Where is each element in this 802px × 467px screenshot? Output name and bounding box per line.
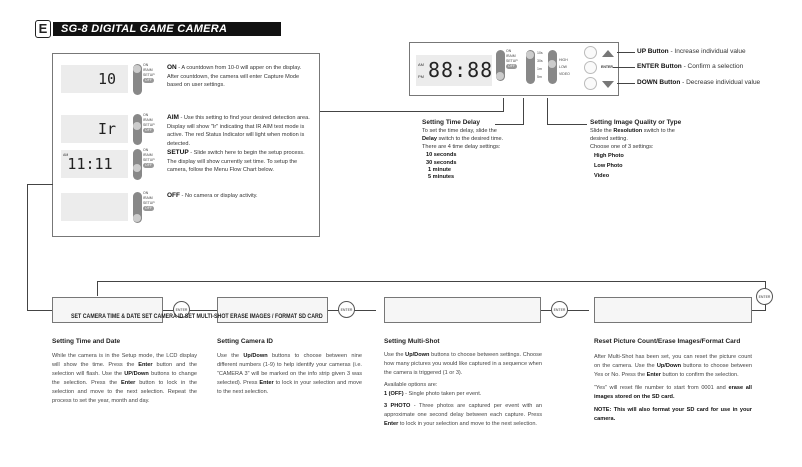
label-on: ON: [506, 49, 512, 53]
label-setup: SETUP: [143, 73, 155, 77]
enter-small-label: ENTER: [601, 65, 613, 69]
section-body: [52, 352, 197, 406]
mode-text: - Slide switch here to begin the setup process. The display will show currently set time. To setup the camera, follow the Menu Flow Chart below.: [167, 150, 305, 173]
text-bold: Enter: [121, 380, 136, 386]
mode-title: SETUP: [167, 149, 189, 156]
text-bold: Delay: [422, 136, 437, 142]
text-bold: 1 (OFF): [384, 391, 404, 397]
option: 10 seconds: [426, 152, 457, 158]
pointer-line: [617, 52, 635, 53]
label-setup: SETUP: [143, 158, 155, 162]
text: [590, 127, 720, 135]
lcd-digits: 88:88: [428, 58, 494, 82]
mode-switch[interactable]: [133, 64, 142, 95]
text: Available options are:: [384, 382, 438, 388]
switch-knob[interactable]: [133, 65, 141, 73]
mode-switch-labels: [143, 191, 155, 211]
text: [384, 390, 542, 399]
label-setup: SETUP: [143, 201, 155, 205]
text-bold: Enter: [138, 362, 153, 368]
connector: [503, 98, 504, 112]
button-name: DOWN Button: [637, 79, 681, 86]
pointer-line: [547, 124, 587, 125]
connector: [320, 111, 503, 112]
text-bold: Up/Down: [243, 353, 268, 359]
label-on: ON: [143, 148, 149, 152]
text-run: button to lock in the selection and move to the next selection. Repeat the process to set the year, month and day.: [52, 380, 197, 404]
pointer-line: [547, 98, 548, 125]
label-video: VIDEO: [559, 72, 570, 76]
button-desc: - Increase individual value: [668, 48, 746, 55]
switch-knob[interactable]: [133, 164, 141, 172]
options-group: [422, 151, 532, 167]
text-run: switch to the desired time.: [436, 136, 504, 142]
label-off: OFF: [508, 64, 515, 68]
label-off: OFF: [145, 128, 152, 132]
pm-label: PM: [418, 74, 424, 79]
mode-text: - Use this setting to find your desired detection area. Display will show "Ir" indicating that IR AIM test mode is active. The red Status Indicator will light when motion is detected.: [167, 115, 310, 147]
mode-title: ON: [167, 64, 177, 71]
mode-description: [167, 149, 312, 175]
label-on: ON: [143, 191, 149, 195]
label-high: HIGH: [559, 58, 568, 62]
option: 5 minutes: [428, 174, 455, 180]
resolution-switch-labels: [559, 57, 570, 78]
text-bold: Up/Down: [656, 363, 682, 369]
label-1m: 1m: [537, 67, 542, 71]
text-run: “Yes” will reset file number to start from 0001 and: [594, 385, 729, 391]
text: [384, 351, 542, 378]
section-title: Setting Multi-Shot: [384, 338, 440, 345]
enter-circle: ENTER: [756, 288, 773, 305]
section-title: Setting Time and Date: [52, 338, 121, 345]
mode-text: - A countdown from 10-0 will apper on the display. After countdown, the camera will enter Capture Mode based on user settings.: [167, 65, 302, 88]
label-off: OFF: [145, 206, 152, 210]
enter-circle: ENTER: [338, 301, 355, 318]
text: To set the time delay, slide the: [422, 128, 497, 134]
option: 1 minute: [428, 167, 452, 173]
pointer-line: [613, 67, 635, 68]
switch-knob[interactable]: [133, 214, 141, 222]
text: Choose one of 3 settings:: [590, 144, 654, 150]
text-bold: Resolution: [613, 128, 643, 134]
text: [594, 384, 752, 402]
text-run: to lock in your selection and move to the next selection.: [217, 380, 362, 395]
section-body: [217, 352, 362, 397]
return-line: [752, 310, 766, 311]
flow-box-erase: [594, 297, 752, 323]
text-run: Use the: [217, 353, 244, 359]
button-name: ENTER Button: [637, 63, 682, 70]
button-desc: - Decrease individual value: [680, 79, 761, 86]
mode-switch[interactable]: [133, 114, 142, 145]
label-5m: 5m: [537, 75, 542, 79]
image-quality-info: [590, 119, 720, 181]
down-button-desc: [637, 79, 760, 86]
section-letter: E: [35, 20, 51, 38]
text-run: Use the: [384, 352, 406, 358]
label-setup: SETUP: [506, 59, 518, 63]
label-on: ON: [143, 63, 149, 67]
time-delay-info: [422, 119, 532, 181]
text-run: While the camera is in the Setup mode, the LCD display will show the time. Press the: [52, 353, 197, 368]
enter-button-desc: [637, 63, 743, 70]
text: desired setting.: [590, 136, 628, 142]
am-label: AM: [418, 62, 424, 67]
note: NOTE: This will also format your SD card for use in your camera.: [594, 407, 752, 422]
am-label: AM: [63, 153, 69, 157]
down-arrow-icon[interactable]: [602, 81, 614, 88]
enter-button[interactable]: [584, 61, 597, 74]
text-bold: erase all images stored on the SD card.: [594, 385, 752, 400]
time-delay-title: Setting Time Delay: [422, 119, 481, 126]
mode-description: [167, 64, 312, 90]
connector: [27, 310, 52, 311]
up-arrow-icon[interactable]: [602, 50, 614, 57]
label-on: ON: [143, 113, 149, 117]
mode-text: - No camera or display activity.: [180, 193, 258, 199]
mode-lcd-digits: Ir: [97, 120, 116, 138]
label-iraim: IRAIM: [143, 118, 153, 122]
label-low: LOW: [559, 65, 567, 69]
up-button-desc: [637, 48, 746, 55]
text-run: - Three photos are captured per event with an approximate one second delay between each capture. Press: [384, 403, 542, 418]
text-run: buttons to change the selection. Press the: [52, 371, 197, 386]
section-time-date: [52, 338, 197, 406]
mode-switch-labels: [143, 148, 155, 168]
text-run: Slide the: [590, 128, 614, 134]
text-run: button and the selection will flash. Use the: [52, 362, 197, 377]
mode-switch[interactable]: [496, 50, 505, 81]
text-run: button to confirm the selection.: [660, 372, 739, 378]
section-multi-shot: [384, 338, 542, 429]
text-bold: Enter: [384, 421, 399, 427]
section-title: Reset Picture Count/Erase Images/Format Card: [594, 338, 741, 345]
option: Low Photo: [594, 163, 623, 169]
switch-knob[interactable]: [548, 60, 556, 68]
label-iraim: IRAIM: [506, 54, 516, 58]
enter-circle: ENTER: [551, 301, 568, 318]
text-bold: 3 PHOTO: [384, 403, 411, 409]
text-bold: Up/Down: [405, 352, 430, 358]
delay-switch-labels: [537, 49, 543, 81]
mode-lcd-digits: 11:11: [67, 155, 113, 173]
button-name: UP Button: [637, 48, 669, 55]
connector: [27, 184, 28, 311]
mode-switch[interactable]: [133, 149, 142, 180]
connector: [27, 184, 53, 185]
text-bold: UP/Down: [124, 371, 149, 377]
resolution-switch[interactable]: [548, 50, 557, 84]
label-off: OFF: [145, 78, 152, 82]
return-line: [97, 281, 766, 282]
text-run: After Multi-Shot has been set, you can reset the picture count on the camera. Use the: [594, 354, 752, 369]
label-off: OFF: [145, 163, 152, 167]
mode-title: OFF: [167, 192, 180, 199]
option: High Photo: [594, 153, 624, 159]
mode-description: [167, 114, 312, 148]
option: Video: [594, 173, 610, 179]
up-button[interactable]: [584, 46, 597, 59]
text-run: buttons to choose between Yes or No. Press the: [594, 363, 752, 378]
switch-knob[interactable]: [496, 72, 504, 80]
image-quality-title: Setting Image Quality or Type: [590, 119, 682, 126]
mode-switch[interactable]: [133, 192, 142, 223]
label-30s: 30s: [537, 59, 543, 63]
return-line: [97, 281, 98, 296]
text: [384, 402, 542, 429]
flow-box-multi-shot: [384, 297, 541, 323]
label-iraim: IRAIM: [143, 153, 153, 157]
label-10s: 10s: [537, 51, 543, 55]
mode-lcd-digits: 10: [97, 70, 116, 88]
label-iraim: IRAIM: [143, 68, 153, 72]
mode-switch-labels: [506, 49, 518, 69]
text: [422, 135, 532, 143]
mode-switch-labels: [143, 113, 155, 133]
text-run: buttons to choose between nine different numbers (1-9) to help identify your cameras (i.e. “CAMERA 3” will be marked on the info strip given 3 was selected). Press: [217, 353, 362, 386]
pointer-line: [617, 83, 635, 84]
enter-circle: ENTER: [173, 301, 190, 318]
text-bold: Enter: [259, 380, 274, 386]
section-camera-id: [217, 338, 362, 397]
text: [594, 353, 752, 380]
flow-line: [163, 310, 217, 311]
mode-switch-labels: [143, 63, 155, 83]
text-run: - Single photo taken per event.: [403, 391, 482, 397]
flow-overflow-text: SET CAMERA TIME & DATE SET CAMERA ID SET MULTI-SHOT ERASE IMAGES / FORMAT SD CARD: [71, 313, 323, 320]
mode-description: [167, 192, 312, 201]
label-iraim: IRAIM: [143, 196, 153, 200]
text-run: buttons to choose between settings. Choose how many pictures you would like captured in a sequence when the camera is triggered (1 or 3).: [384, 352, 542, 376]
page-title: SG-8 DIGITAL GAME CAMERA: [53, 22, 281, 36]
section-reset: [594, 338, 752, 424]
mode-title: AIM: [167, 114, 179, 121]
option: 30 seconds: [426, 160, 457, 166]
down-button[interactable]: [584, 77, 597, 90]
options-group: [422, 167, 532, 181]
delay-switch[interactable]: [526, 50, 535, 84]
text: There are 4 time delay settings:: [422, 144, 501, 150]
text-run: switch to the: [642, 128, 675, 134]
button-desc: - Confirm a selection: [681, 63, 744, 70]
options-group: [590, 151, 720, 181]
label-setup: SETUP: [143, 123, 155, 127]
switch-knob[interactable]: [133, 122, 141, 130]
mode-lcd: [61, 193, 128, 221]
section-title: Setting Camera ID: [217, 338, 273, 345]
text-run: to lock in your selection and move to the next selection.: [398, 421, 537, 427]
text-bold: Enter: [646, 372, 661, 378]
switch-knob[interactable]: [526, 51, 534, 59]
